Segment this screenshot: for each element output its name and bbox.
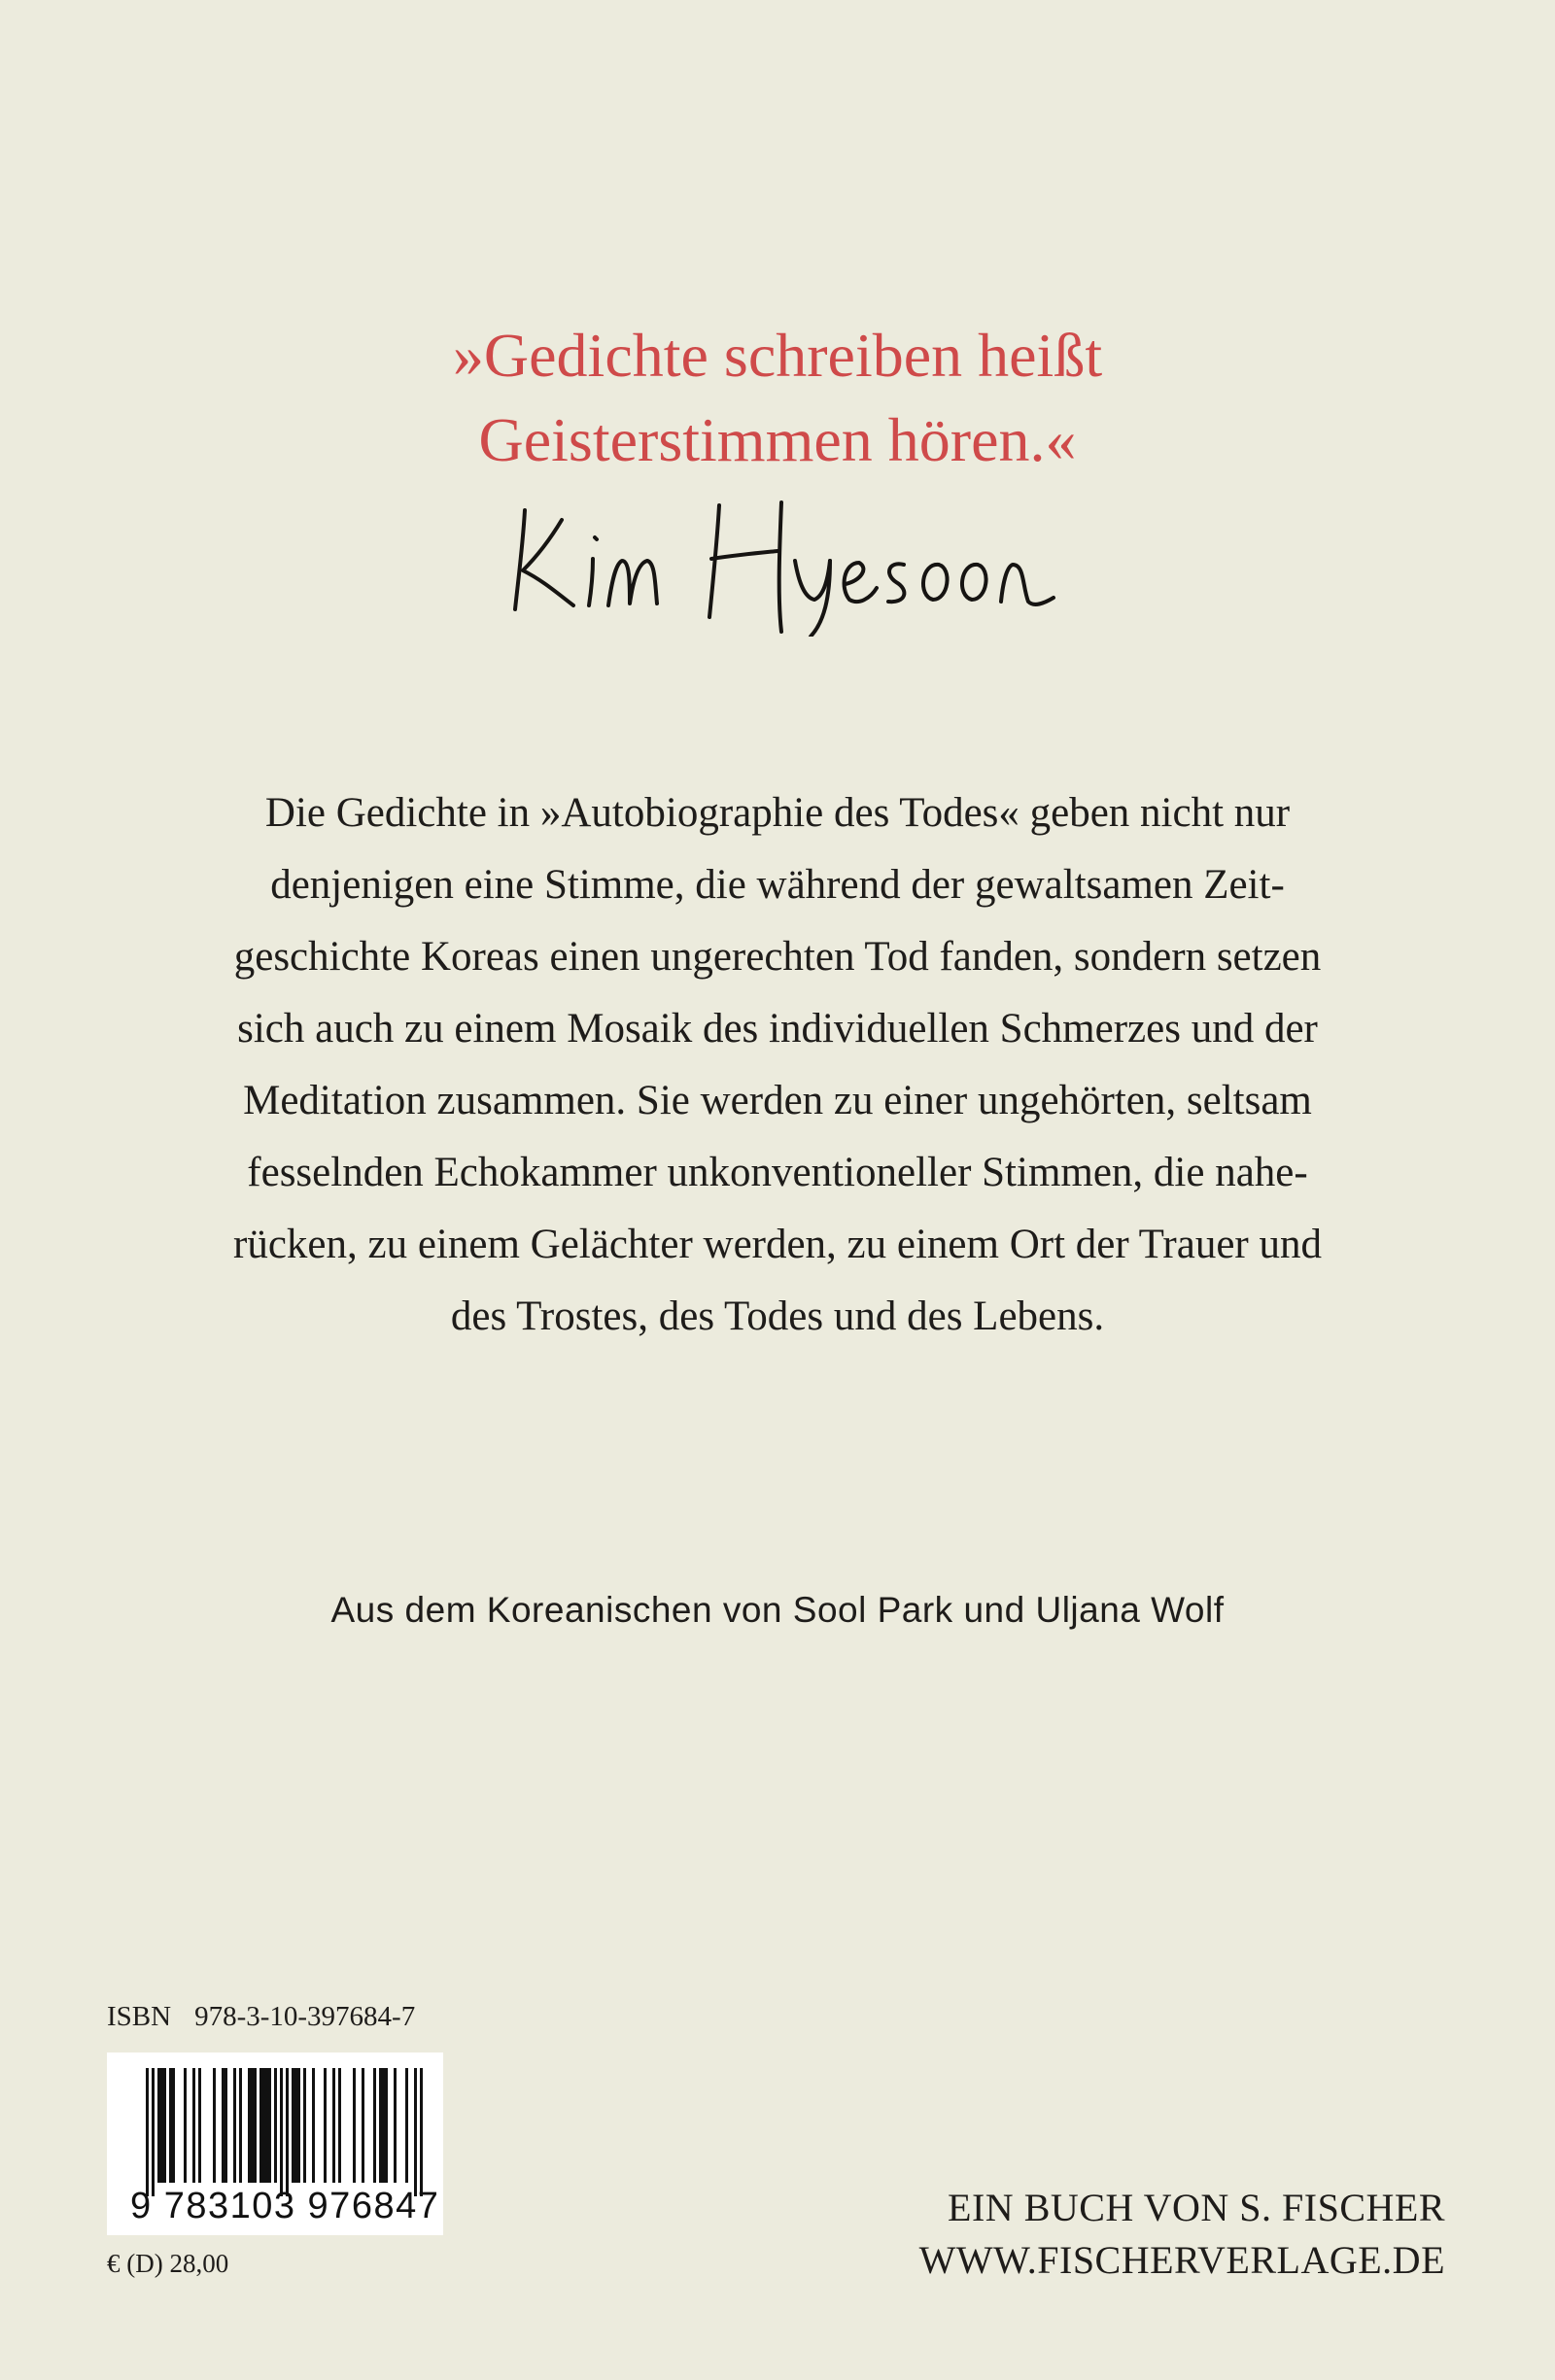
barcode-bar — [338, 2068, 341, 2183]
barcode-bar — [379, 2068, 382, 2183]
barcode-bar — [192, 2068, 195, 2183]
barcode-bar — [274, 2068, 277, 2183]
barcode-bar — [259, 2068, 262, 2183]
blurb-line: sich auch zu einem Mosaik des individuellen Schmerzes und der — [237, 1006, 1318, 1052]
barcode-bar — [225, 2068, 227, 2183]
blurb-line: rücken, zu einem Gelächter werden, zu einem Ort der Trauer und — [233, 1222, 1322, 1267]
barcode-bar — [394, 2068, 397, 2183]
isbn-number: 978-3-10-397684-7 — [194, 2001, 416, 2032]
author-signature — [503, 491, 1077, 637]
publisher-info — [919, 2182, 1445, 2287]
blurb — [136, 777, 1419, 1353]
barcode-bar — [251, 2068, 254, 2183]
barcode-bar — [152, 2068, 155, 2196]
isbn-label: ISBN — [107, 2001, 172, 2032]
barcode-bar — [198, 2068, 201, 2183]
translator-note: Aus dem Koreanischen von Sool Park und Uljana Wolf — [330, 1590, 1225, 1630]
barcode-bar — [382, 2068, 385, 2183]
barcode-bar — [169, 2068, 172, 2183]
barcode-bar — [353, 2068, 356, 2183]
barcode-digits: 9 783103 976847 — [130, 2186, 440, 2226]
barcode — [107, 2052, 443, 2235]
barcode-bar — [213, 2068, 216, 2183]
barcode-bar — [362, 2068, 364, 2183]
quote-line-2: Geisterstimmen hören.« — [478, 405, 1077, 474]
barcode-bar — [160, 2068, 163, 2183]
barcode-bar — [254, 2068, 257, 2183]
barcode-bar — [324, 2068, 327, 2183]
blurb-line: fesselnden Echokammer unkonventioneller Stimmen, die nahe- — [247, 1150, 1308, 1195]
barcode-bar — [163, 2068, 166, 2183]
blurb-line: denjenigen eine Stimme, die während der gewaltsamen Zeit- — [270, 862, 1285, 908]
barcode-bar — [184, 2068, 187, 2183]
barcode-bar — [373, 2068, 376, 2183]
barcode-bar — [265, 2068, 268, 2183]
barcode-bar — [146, 2068, 149, 2196]
barcode-bar — [292, 2068, 294, 2183]
barcode-bar — [312, 2068, 315, 2183]
barcode-bar — [157, 2068, 160, 2183]
barcode-bar — [286, 2068, 289, 2196]
quote — [0, 313, 1555, 482]
barcode-bar — [248, 2068, 251, 2183]
barcode-bar — [222, 2068, 225, 2183]
barcode-bar — [280, 2068, 283, 2196]
quote-line-1: »Gedichte schreiben heißt — [452, 321, 1103, 390]
barcode-bar — [172, 2068, 175, 2183]
barcode-bar — [420, 2068, 423, 2196]
barcode-bar — [233, 2068, 236, 2183]
publisher-website: WWW.FISCHERVERLAGE.DE — [918, 2238, 1445, 2282]
price: € (D) 28,00 — [107, 2249, 229, 2278]
blurb-line: des Trostes, des Todes und des Lebens. — [450, 1293, 1105, 1339]
barcode-bar — [385, 2068, 388, 2183]
barcode-bar — [405, 2068, 408, 2183]
blurb-line: Die Gedichte in »Autobiographie des Todes« geben nicht nur — [264, 790, 1291, 836]
blurb-line: geschichte Koreas einen ungerechten Tod fanden, sondern setzen — [233, 934, 1322, 980]
barcode-bar — [239, 2068, 242, 2183]
barcode-bar — [303, 2068, 306, 2183]
barcode-bar — [294, 2068, 297, 2183]
barcode-bar — [297, 2068, 300, 2183]
barcode-bar — [268, 2068, 271, 2183]
publisher-line-1: EIN BUCH VON S. FISCHER — [948, 2186, 1445, 2229]
blurb-line: Meditation zusammen. Sie werden zu einer ungehörten, seltsam — [243, 1078, 1312, 1123]
barcode-bar — [414, 2068, 417, 2196]
barcode-bar — [332, 2068, 335, 2183]
isbn — [107, 1997, 415, 2036]
barcode-bar — [262, 2068, 265, 2183]
